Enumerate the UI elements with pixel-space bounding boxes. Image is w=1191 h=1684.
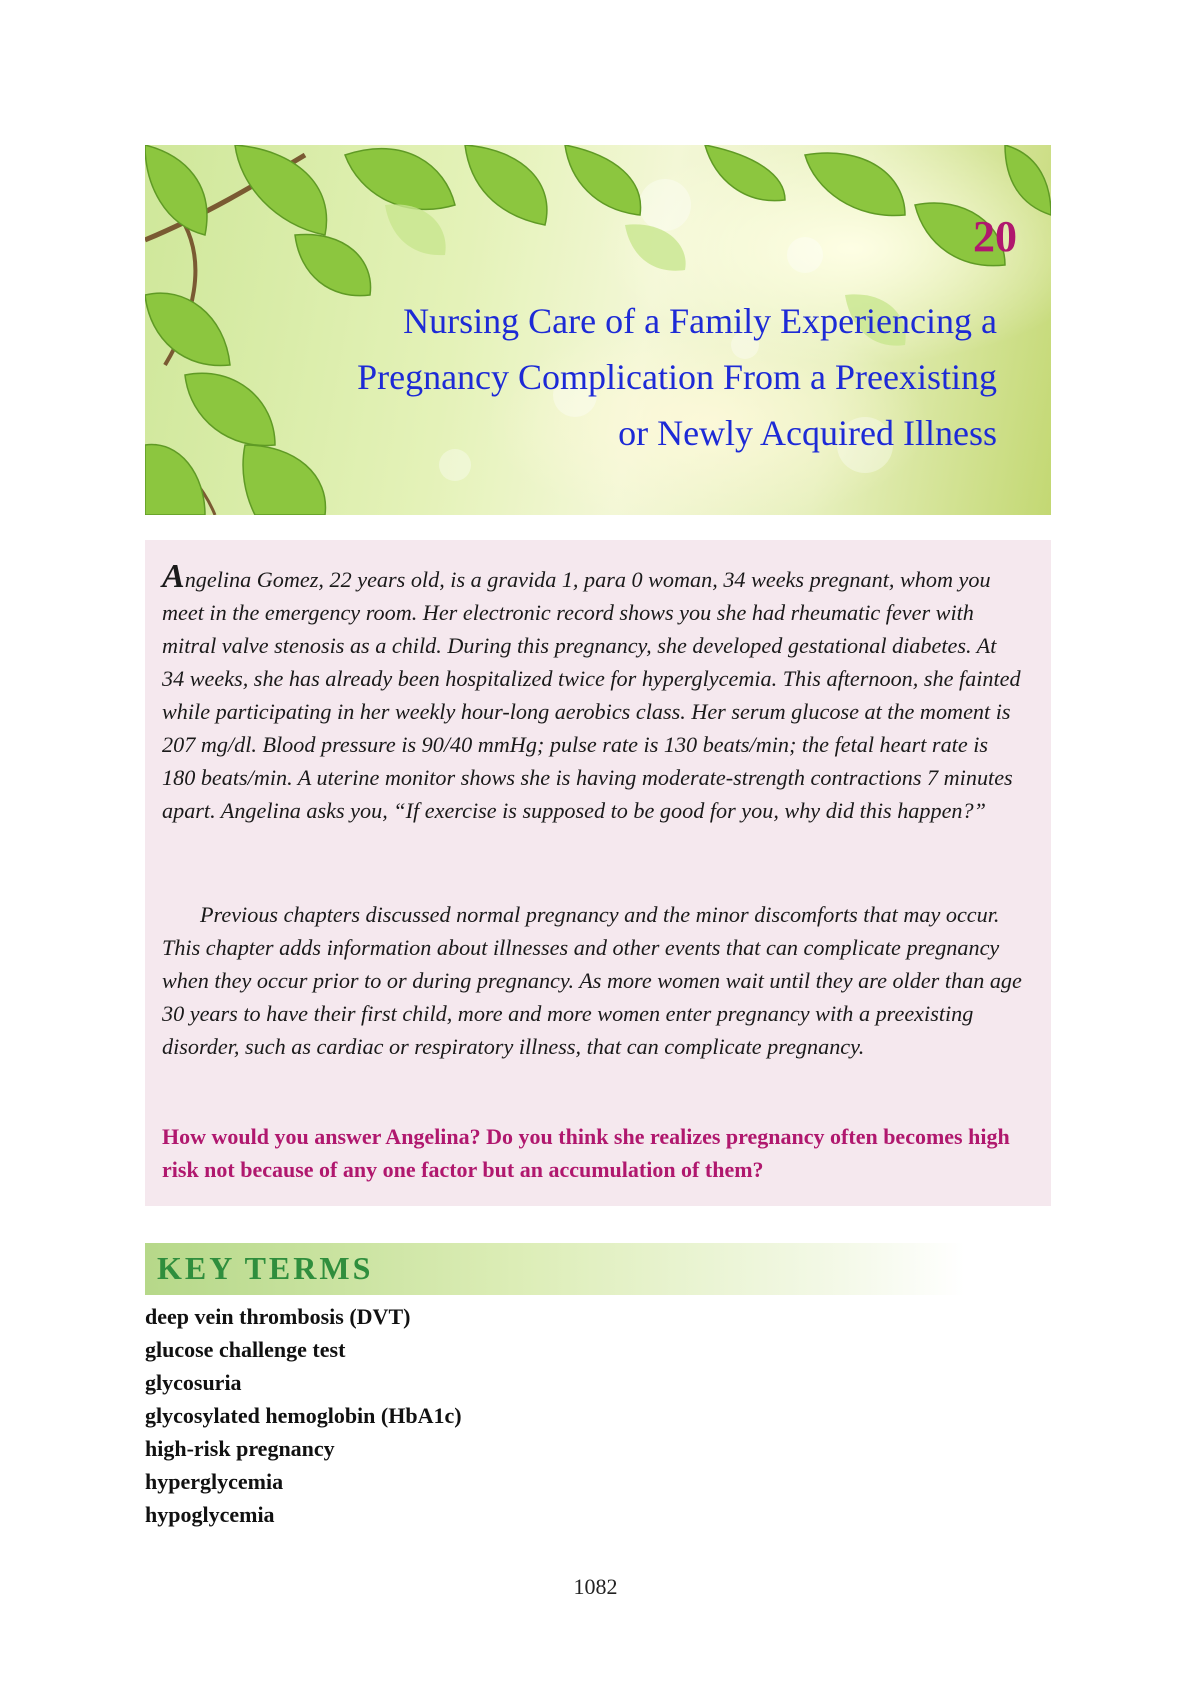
key-term: high-risk pregnancy bbox=[145, 1436, 335, 1461]
case-study-paragraph bbox=[162, 560, 1022, 827]
key-term: deep vein thrombosis (DVT) bbox=[145, 1304, 411, 1329]
chapter-banner bbox=[145, 145, 1051, 515]
key-term: hypoglycemia bbox=[145, 1502, 275, 1527]
chapter-number: 20 bbox=[973, 212, 1017, 261]
drop-cap: A bbox=[162, 558, 185, 595]
key-term: glucose challenge test bbox=[145, 1337, 346, 1362]
case-study-question: How would you answer Angelina? Do you think she realizes pregnancy often becomes high risk not because of any one factor but an accumulation of them? bbox=[162, 1124, 1010, 1182]
key-terms-list bbox=[145, 1300, 462, 1531]
key-terms-heading: KEY TERMS bbox=[157, 1250, 374, 1286]
key-term: hyperglycemia bbox=[145, 1469, 284, 1494]
key-terms-header bbox=[145, 1243, 965, 1295]
chapter-title-line: Pregnancy Complication From a Preexisting bbox=[357, 357, 997, 397]
intro-paragraph: Previous chapters discussed normal pregnancy and the minor discomforts that may occur. This chapter adds information about illnesses and other events that can complicate pregnancy when they occur prior to or during pregnancy. As more women wait until they are older than age 30 years to have their first child, more and more women enter pregnancy with a preexisting disorder, such as cardiac or respiratory illness, that can complicate pregnancy. bbox=[162, 902, 1022, 1059]
key-term: glycosuria bbox=[145, 1370, 242, 1395]
key-term: glycosylated hemoglobin (HbA1c) bbox=[145, 1403, 462, 1428]
chapter-title bbox=[237, 293, 997, 461]
page-number: 1082 bbox=[573, 1574, 618, 1599]
case-study-box bbox=[145, 540, 1051, 1206]
chapter-title-line: Nursing Care of a Family Experiencing a bbox=[403, 301, 997, 341]
chapter-title-line: or Newly Acquired Illness bbox=[618, 413, 997, 453]
case-study-text: ngelina Gomez, 22 years old, is a gravida 1, para 0 woman, 34 weeks pregnant, whom you meet in the emergency room. Her electronic record shows you she had rheumatic fever with mitral valve stenosis as a child. During this pregnancy, she developed gestational diabetes. At 34 weeks, she has already been hospitalized twice for hyperglycemia. This afternoon, she fainted while participating in her weekly hour-long aerobics class. Her serum glucose at the moment is 207 mg/dl. Blood pressure is 90/40 mmHg; pulse rate is 130 beats/min; the fetal heart rate is 180 beats/min. A uterine monitor shows she is having moderate-strength contractions 7 minutes apart. Angelina asks you, “If exercise is supposed to be good for you, why did this happen?” bbox=[162, 567, 1021, 823]
